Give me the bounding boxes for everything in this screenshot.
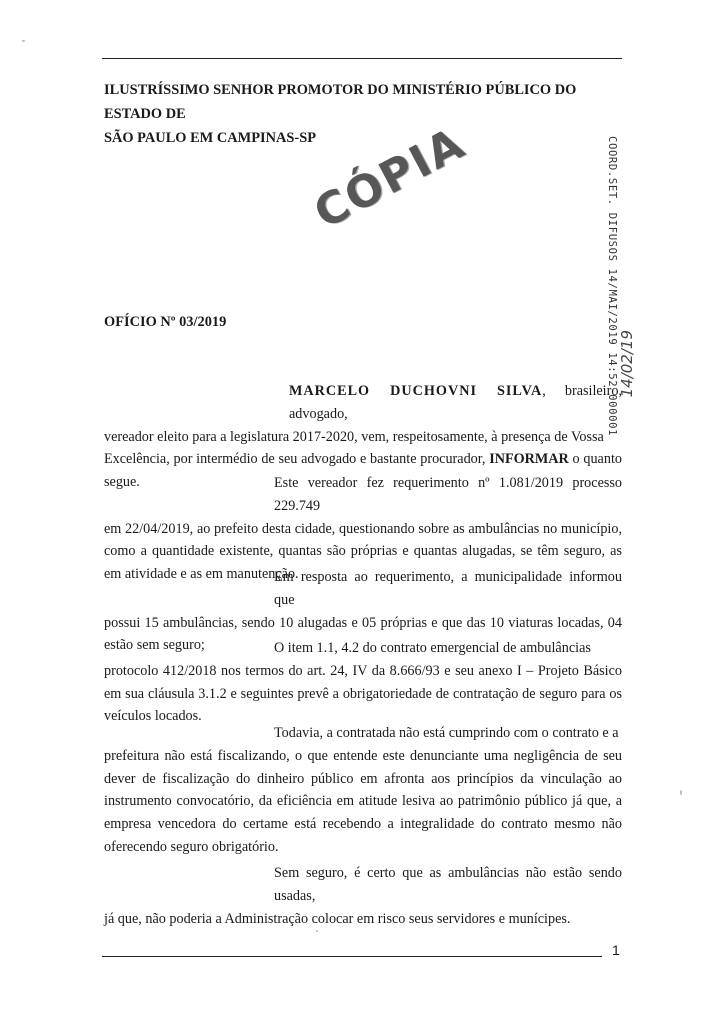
oficio-number: OFÍCIO Nº 03/2019 [104,314,227,330]
paragraph-5 [104,862,622,930]
paragraph-3 [104,637,622,728]
page-number: 1 [612,942,620,958]
protocol-stamp: COORD.SET. DIFUSOS 14/MAI/2019 14:52 000001 [606,136,618,437]
scan-speck [22,40,25,42]
paragraph-3-first-line: O item 1.1, 4.2 do contrato emergencial de ambulâncias [274,640,591,656]
copy-stamp: CÓPIA [306,117,474,239]
intro-line-3-pre: Excelência, por intermédio de seu advogado e bastante procurador, [104,451,490,468]
paragraph-5-body: já que, não poderia a Administração colocar em risco seus servidores e munícipes. [104,910,571,927]
intro-line-1-tail: , brasileiro, advogado, [289,383,622,422]
heading-line-1: ILUSTRÍSSIMO SENHOR PROMOTOR DO MINISTÉRIO PÚBLICO DO ESTADO DE [104,82,577,122]
paragraph-5-first-line: Sem seguro, é certo que as ambulâncias não estão sendo usadas, [274,865,622,904]
footer-rule [102,956,602,957]
paragraph-2-first-line: Em resposta ao requerimento, a municipalidade informou que [274,569,622,608]
paragraph-3-body: protocolo 412/2018 nos termos do art. 24, IV da 8.666/93 e seu anexo I – Projeto Básico em sua cláusula 3.1.2 e seguintes prevê a obrigatoriedade de contratação de seguro para os veículos locados. [104,662,622,725]
petitioner-name: MARCELO DUCHOVNI SILVA [289,383,543,399]
scan-speck [316,930,318,932]
paragraph-1-first-line: Este vereador fez requerimento nº 1.081/2019 processo 229.749 [274,475,622,514]
addressee-heading [104,78,634,150]
intro-line-3-post: o quanto segue. [104,451,622,491]
paragraph-4-first-line: Todavia, a contratada não está cumprindo com o contrato e a [274,725,619,741]
heading-line-2: SÃO PAULO EM CAMPINAS-SP [104,130,316,146]
paragraph-4-body: prefeitura não está fiscalizando, o que entende este denunciante uma negligência de seu dever de fiscalização do dinheiro público em afronta aos princípios da vinculação ao instrumento convocatório, da eficiência em atitude lesiva ao patrimônio público já que, a empresa vencedora do certame está recebendo a integralidade do contrato mesmo não oferecendo seguro obrigatório. [104,747,622,855]
scan-speck [680,790,682,795]
handwritten-date-text: 14/02/19 [618,330,636,398]
intro-line-2: vereador eleito para a legislatura 2017-2020, vem, respeitosamente, à presença de Vossa [104,428,604,445]
paragraph-2-body: possui 15 ambulâncias, sendo 10 alugadas e 05 próprias e que das 10 viaturas locadas, 04 estão sem seguro; [104,614,622,654]
paragraph-1-body: em 22/04/2019, ao prefeito desta cidade, questionando sobre as ambulâncias no município, como a quantidade existente, quantas são próprias e quantas alugadas, se têm seguro, as em atividade e as em manutenção. [104,520,622,583]
intro-line-3-bold: INFORMAR [489,451,569,468]
paragraph-4 [104,722,622,859]
top-rule [102,58,622,59]
